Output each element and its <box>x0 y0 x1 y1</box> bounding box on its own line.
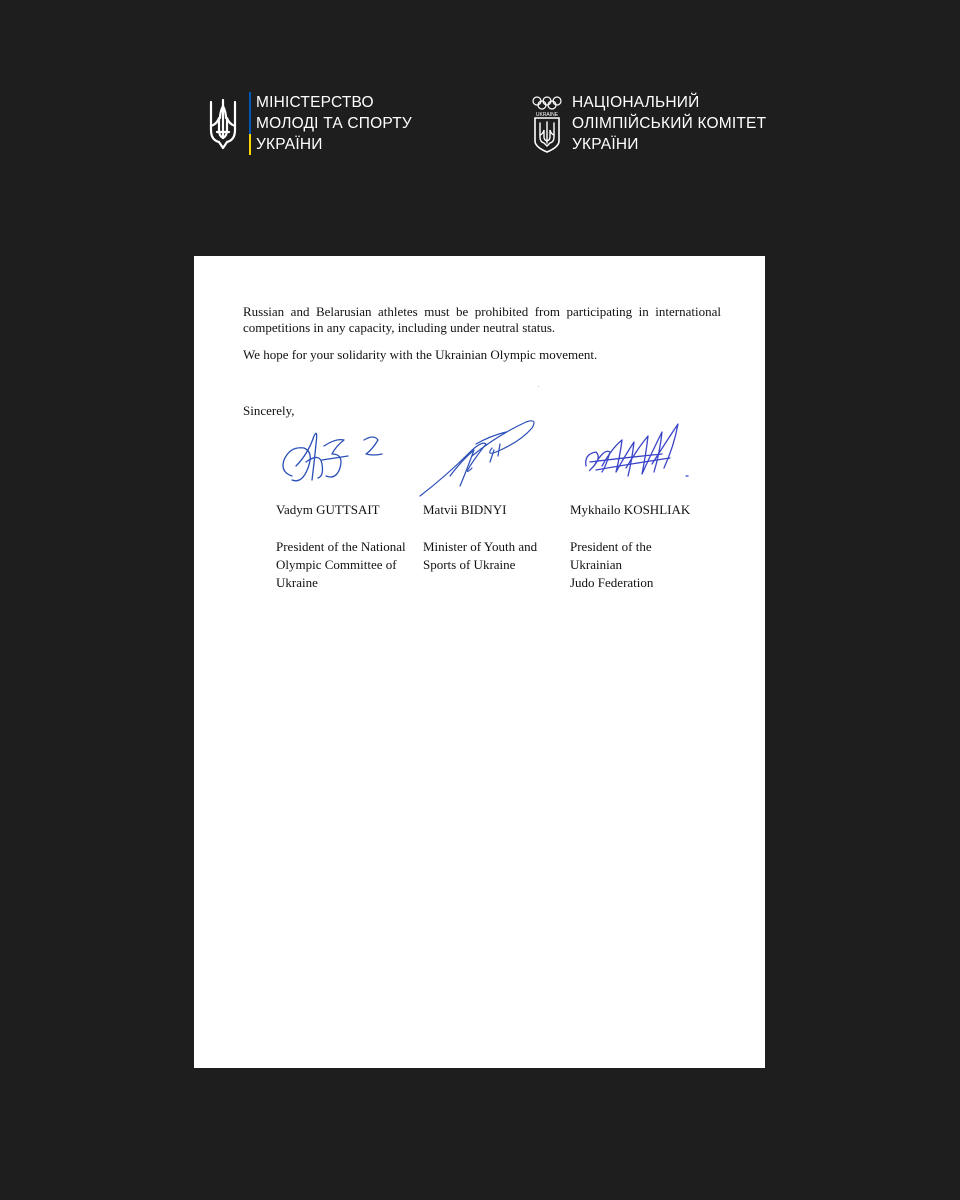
noc-logo <box>532 92 766 155</box>
ministry-logo <box>207 92 412 155</box>
signer-title <box>423 538 568 574</box>
signer-name: Vadym GUTTSAIT <box>276 502 380 517</box>
speck <box>538 386 539 387</box>
signature-bidnyi <box>416 414 540 500</box>
signature-guttsait <box>278 424 390 492</box>
signer-title-line: Ukrainian <box>570 557 622 572</box>
noc-name-line: ОЛІМПІЙСЬКИЙ КОМІТЕТ <box>572 115 767 132</box>
signer-title <box>570 538 715 592</box>
svg-text:UKRAINE: UKRAINE <box>535 111 559 118</box>
signer-title-line: President of the National <box>276 539 406 554</box>
signer-title-line: Ukraine <box>276 575 318 590</box>
ministry-name-line: МОЛОДІ ТА СПОРТУ <box>256 115 412 132</box>
letter-closing: Sincerely, <box>243 403 295 418</box>
signer-name: Mykhailo KOSHLIAK <box>570 502 691 517</box>
ministry-name <box>249 92 412 155</box>
noc-name-line: НАЦІОНАЛЬНИЙ <box>572 94 700 111</box>
olympic-rings-trident-icon <box>532 95 562 153</box>
noc-name-line: УКРАЇНИ <box>572 136 639 153</box>
header <box>0 92 960 162</box>
ministry-name-line: МІНІСТЕРСТВО <box>256 94 374 111</box>
letter-paragraph: Russian and Belarusian athletes must be prohibited from participating in international competitions in any capacity, including under neutral status. <box>243 304 721 335</box>
signer-title <box>276 538 421 592</box>
letter-page <box>194 256 765 1068</box>
noc-name <box>572 92 766 155</box>
signature-koshliak <box>582 418 694 488</box>
ministry-name-line: УКРАЇНИ <box>256 136 323 153</box>
signer-title-line: Minister of Youth and <box>423 539 538 554</box>
signer-title-line: Sports of Ukraine <box>423 557 516 572</box>
trident-icon <box>207 96 239 152</box>
signer-title-line: Olympic Committee of <box>276 557 397 572</box>
signer-name: Matvii BIDNYI <box>423 502 507 517</box>
letter-paragraph: We hope for your solidarity with the Ukrainian Olympic movement. <box>243 347 598 362</box>
signer-title-line: President of the <box>570 539 652 554</box>
signer-title-line: Judo Federation <box>570 575 654 590</box>
